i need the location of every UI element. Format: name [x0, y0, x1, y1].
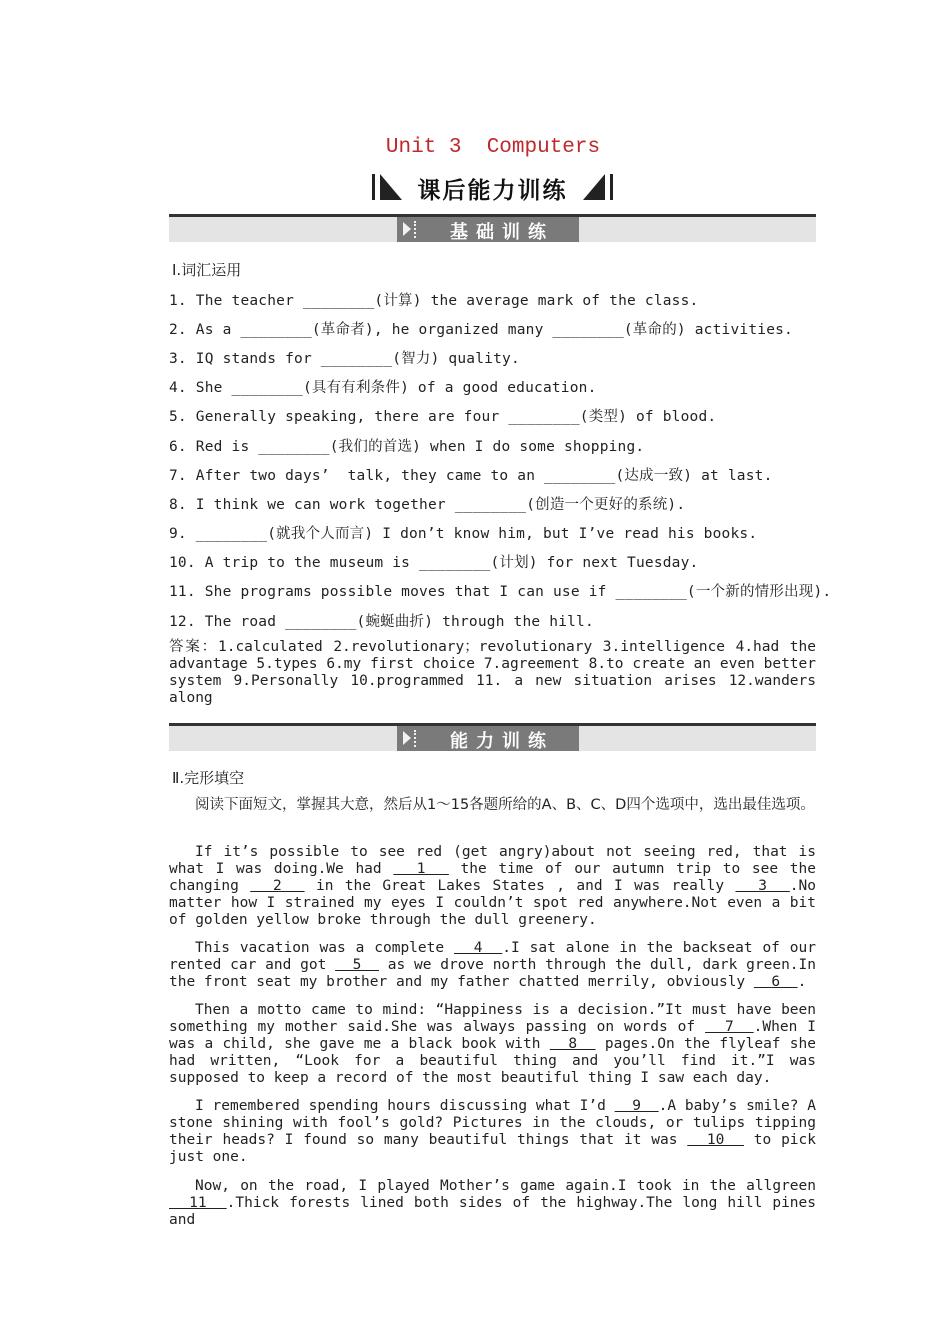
part1-heading: Ⅰ.词汇运用 — [172, 261, 242, 279]
exercise-item: 11. She programs possible moves that I can use if ________(一个新的情形出现). — [169, 584, 832, 600]
cloze-paragraph-2: This vacation was a complete 4 .I sat alone in the backseat of our rented car and got 5 as we drove north through the dull, dark green.In the front seat my brother and my father chatted merrily, obviously 6 . — [169, 940, 816, 990]
exercise-item: 8. I think we can work together ________(创造一个更好的系统). — [169, 497, 686, 513]
blank-2: 2 — [250, 878, 305, 894]
exercise-item: 7. After two days’ talk, they came to an ________(达成一致) at last. — [169, 468, 773, 484]
section-bar-ability — [169, 723, 816, 751]
left-triangle-decoration — [380, 174, 402, 200]
play-icon — [403, 222, 411, 236]
part2-heading: Ⅱ.完形填空 — [172, 769, 245, 787]
blank-7: 7 — [705, 1019, 754, 1035]
blank-11: 11 — [169, 1195, 227, 1211]
exercise-item: 5. Generally speaking, there are four ________(类型) of blood. — [169, 409, 717, 425]
cloze-paragraph-4: I remembered spending hours discussing what I’d 9 .A baby’s smile? A stone shining with fool’s gold? Pictures in the clouds, or tulips tipping their heads? I found so many beautiful things that it was 10 to pick just one. — [169, 1098, 816, 1165]
exercise-item: 1. The teacher ________(计算) the average mark of the class. — [169, 293, 699, 309]
blank-1: 1 — [393, 861, 449, 877]
divider — [414, 221, 418, 238]
right-bar-decoration — [610, 174, 613, 200]
blank-9: 9 — [614, 1098, 659, 1114]
exercise-item: 4. She ________(具有有利条件) of a good education. — [169, 380, 597, 396]
answer-key: 答案：1.calculated 2.revolutionary；revolutionary 3.intelligence 4.had the advantage 5.types 6.my first choice 7.agreement 8.to create an even better system 9.Personally 10.programmed 11. a new situation arises 12.wanders along — [169, 639, 816, 706]
section-label-basic: 基础训练 — [450, 222, 554, 243]
cloze-paragraph-3: Then a motto came to mind: “Happiness is a decision.”It must have been something my mother said.She was always passing on words of 7 .When I was a child, she gave me a black book with 8 pages.On the flyleaf she had written, “Look for a beautiful thing and you’ll find it.”I was supposed to keep a record of the most beautiful thing I saw each day. — [169, 1002, 816, 1086]
cloze-instruction: 阅读下面短文，掌握其大意，然后从1～15各题所给的A、B、C、D四个选项中，选出最佳选项。 — [195, 797, 815, 813]
exercise-item: 6. Red is ________(我们的首选) when I do some shopping. — [169, 439, 645, 455]
section-label-ability: 能力训练 — [450, 731, 554, 752]
exercise-item: 3. IQ stands for ________(智力) quality. — [169, 351, 520, 367]
cloze-paragraph-1: If it’s possible to see red (get angry)about not seeing red, that is what I was doing.We had 1 the time of our autumn trip to see the changing 2 in the Great Lakes States , and I was really 3 .No matter how I strained my eyes I couldn’t spot red anywhere.Not even a bit of golden yellow broke through the dull greenery. — [169, 844, 816, 928]
cloze-paragraph-5: Now, on the road, I played Mother’s game again.I took in the allgreen 11 .Thick forests lined both sides of the highway.The long hill pines and — [169, 1178, 816, 1228]
unit-title: Unit 3 Computers — [385, 136, 601, 159]
blank-10: 10 — [687, 1132, 744, 1148]
blank-6: 6 — [753, 974, 798, 990]
exercise-item: 12. The road ________(蜿蜒曲折) through the hill. — [169, 614, 594, 630]
blank-4: 4 — [453, 940, 503, 956]
play-icon — [403, 731, 411, 745]
blank-8: 8 — [549, 1036, 596, 1052]
subtitle: 课后能力训练 — [417, 178, 568, 204]
exercise-item: 2. As a ________(革命者), he organized many ________(革命的) activities. — [169, 322, 793, 338]
right-triangle-decoration — [583, 174, 605, 200]
blank-3: 3 — [735, 878, 790, 894]
section-bar-basic — [169, 214, 816, 242]
exercise-item: 9. ________(就我个人而言) I don’t know him, but I’ve read his books. — [169, 526, 758, 542]
blank-5: 5 — [335, 957, 379, 973]
left-bar-decoration — [372, 174, 375, 200]
subtitle-banner — [370, 170, 615, 204]
divider — [414, 730, 418, 747]
exercise-item: 10. A trip to the museum is ________(计划) for next Tuesday. — [169, 555, 699, 571]
